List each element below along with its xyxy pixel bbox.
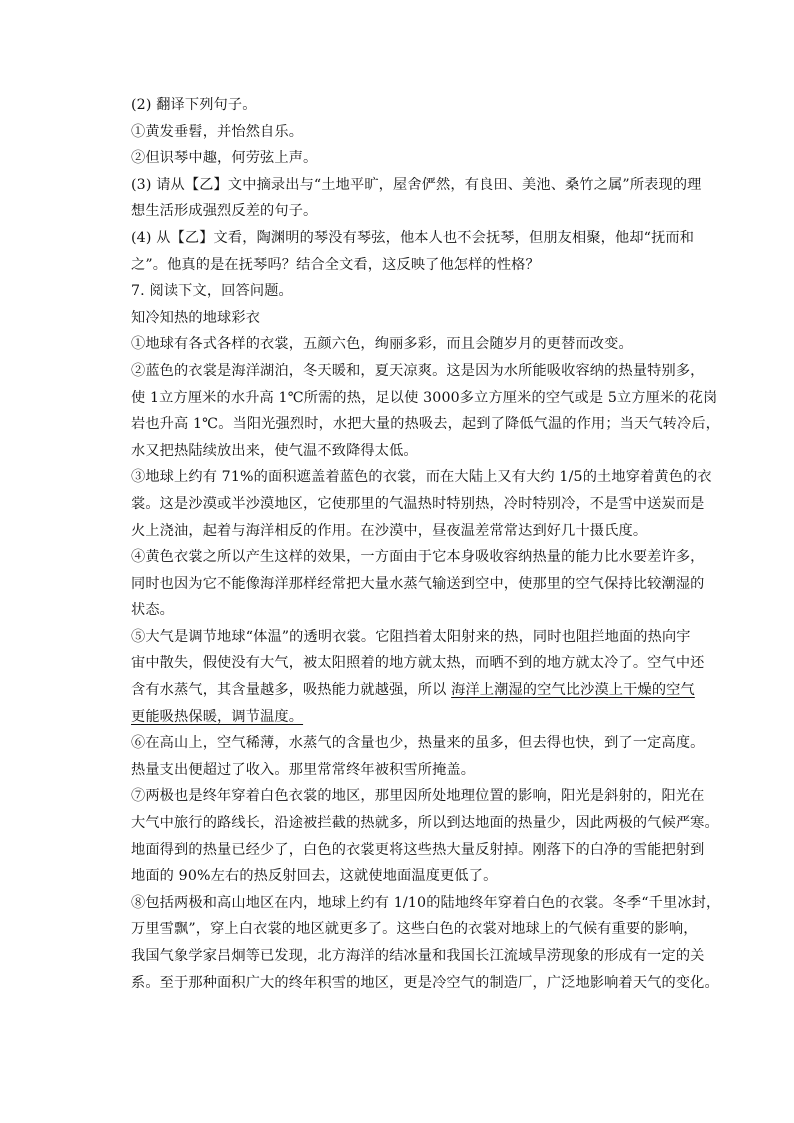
paragraph-line: 宙中散失，假使没有大气，被太阳照着的地方就太热，而晒不到的地方就太冷了。空气中还 [131, 655, 705, 672]
document-page [131, 92, 721, 996]
question-2-sentence-1: ①黄发垂髫，并怡然自乐。 [131, 123, 304, 140]
paragraph-line: ②蓝色的衣裳是海洋湖泊，冬天暖和，夏天凉爽。这是因为水所能吸收容纳的热量特别多， [131, 362, 705, 379]
question-2-heading: (2) 翻译下列句子。 [131, 97, 257, 113]
paragraph-line: ⑧包括两极和高山地区在内，地球上约有 1/10的陆地终年穿着白色的衣裳。冬季“千里冰封， [131, 894, 721, 911]
paragraph-6 [131, 730, 705, 783]
paragraph-line: 热量支出便超过了收入。那里常常终年被积雪所掩盖。 [131, 761, 476, 778]
paragraph-line: 我国气象学家吕炯等已发现，北方海洋的结冰量和我国长江流域旱涝现象的形成有一定的关 [131, 948, 705, 964]
question-7-heading: 7. 阅读下文，回答问题。 [131, 283, 293, 300]
paragraph-8 [131, 890, 721, 996]
paragraph-line: 裳。这是沙漠或半沙漠地区，它使那里的气温热时特别热，冷时特别冷，不是雪中送炭而是 [131, 495, 705, 512]
question-4-line-1: (4) 从【乙】文看，陶渊明的琴没有琴弦，他本人也不会抚琴，但朋友相聚，他却“抚而和 [131, 229, 695, 246]
article-title: 知冷知热的地球彩衣 [131, 309, 261, 326]
paragraph-line: 使 1立方厘米的水升高 1℃所需的热，足以使 3000多立方厘米的空气或是 5立方厘米的花岗 [131, 389, 718, 406]
question-4-line-2: 之”。他真的是在抚琴吗？结合全文看，这反映了他怎样的性格？ [131, 256, 540, 273]
paragraph-line: 同时也因为它不能像海洋那样经常把大量水蒸气输送到空中，使那里的空气保持比较潮湿的 [131, 575, 705, 592]
question-2-sentence-2: ②但识琴中趣，何劳弦上声。 [131, 150, 318, 167]
plain-text: 含有水蒸气，其含量越多，吸热能力就越强，所以 [131, 682, 452, 699]
paragraph-line: 地面的 90%左右的热反射回去，这就使地面温度更低了。 [131, 868, 498, 885]
paragraph-line: 系。至于那种面积广大的终年积雪的地区，更是冷空气的制造厂，广泛地影响着天气的变化。 [131, 974, 719, 991]
paragraph-5 [131, 624, 705, 730]
paragraph-1: ①地球有各式各样的衣裳，五颜六色，绚丽多彩，而且会随岁月的更替而改变。 [131, 336, 633, 353]
paragraph-line: 水又把热陆续放出来，使气温不致降得太低。 [131, 442, 418, 459]
paragraph-line: ④黄色衣裳之所以产生这样的效果，一方面由于它本身吸收容纳热量的能力比水要差许多， [131, 549, 705, 566]
question-3-line-1: (3) 请从【乙】文中摘录出与“土地平旷，屋舍俨然，有良田、美池、桑竹之属”所表现的理 [131, 176, 702, 193]
paragraph-line: 大气中旅行的路线长，沿途被拦截的热就多，所以到达地面的热量少，因此两极的气候严寒。 [131, 815, 719, 832]
paragraph-3 [131, 464, 712, 544]
underlined-sentence: 海洋上潮湿的空气比沙漠上干燥的空气 [451, 682, 695, 699]
paragraph-line: ⑦两极也是终年穿着白色衣裳的地区，那里因所处地理位置的影响，阳光是斜射的，阳光在 [131, 788, 705, 805]
paragraph-line: 地面得到的热量已经少了，白色的衣裳更将这些热大量反射掉。刚落下的白净的雪能把射到 [131, 841, 705, 858]
paragraph-line: 万里雪飘”，穿上白衣裳的地区就更多了。这些白色的衣裳对地球上的气候有重要的影响， [131, 921, 698, 938]
paragraph-4 [131, 544, 705, 624]
paragraph-line: 火上浇油，起着与海洋相反的作用。在沙漠中，昼夜温差常常达到好几十摄氏度。 [131, 522, 648, 539]
paragraph-line [131, 677, 695, 704]
paragraph-line [131, 704, 691, 731]
paragraph-line: ⑤大气是调节地球“体温”的透明衣裳。它阻挡着太阳射来的热，同时也阻拦地面的热向宇 [131, 628, 691, 645]
paragraph-line: 岩也升高 1℃。当阳光强烈时，水把大量的热吸去，起到了降低气温的作用；当天气转冷后， [131, 416, 721, 433]
question-3-line-2: 想生活形成强烈反差的句子。 [131, 203, 318, 220]
paragraph-7 [131, 783, 719, 889]
paragraph-2 [131, 358, 721, 464]
paragraph-line: ⑥在高山上，空气稀薄，水蒸气的含量也少，热量来的虽多，但去得也快，到了一定高度。 [131, 735, 705, 752]
paragraph-line: 状态。 [131, 602, 175, 619]
paragraph-line: ③地球上约有 71%的面积遮盖着蓝色的衣裳，而在大陆上又有大约 1/5的土地穿着黄色的衣 [131, 469, 712, 486]
underlined-sentence: 更能吸热保暖，调节温度。 [131, 708, 304, 725]
